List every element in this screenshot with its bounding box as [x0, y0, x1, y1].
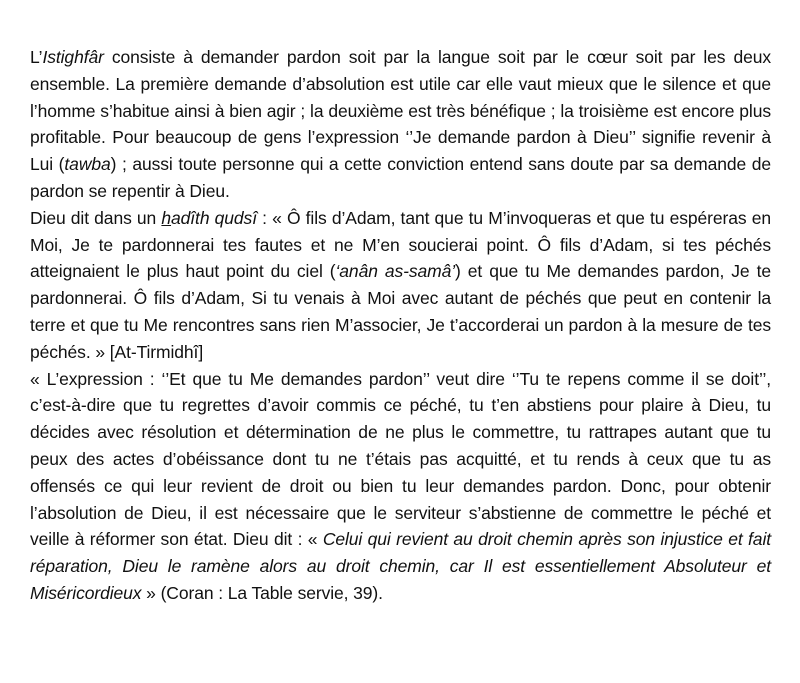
text-segment: « L’expression : ‘’Et que tu Me demandes pardon’’ veut dire ‘’Tu te repens comme il se doit’’, c’est-à-dire que tu regrettes d’avoir commis ce péché, tu t’en abstiens pour plaire à Dieu, tu décides avec résolution et détermination de ne plus le commettre, tu rattrapes autant que tu peux des actes d’obéissance dont tu ne t’étais pas acquitté, et tu rends à ceux que tu as offensés ce qui leur revient de droit ou bien tu leur demandes pardon. Donc, pour obtenir l’absolution de Dieu, il est nécessaire que le serviteur s’abstienne de commettre le péché et veille à réformer son état. Dieu dit : «	[30, 368, 771, 550]
term-tawba: tawba	[64, 154, 111, 175]
quran-quote: Celui qui revient au droit chemin après son injustice et fait réparation, Dieu le ramène alors au droit chemin, car Il est essentiellement Absoluteur et Miséricordieux	[30, 529, 771, 603]
text-segment: ) ; aussi toute personne qui a cette conviction entend sans doute par sa demande de pardon se repentir à Dieu.	[30, 154, 772, 201]
term-hadith-qudsi: adîth qudsî	[171, 207, 257, 228]
term-h-underlined: h	[161, 207, 172, 228]
paragraph-istighfar	[30, 44, 771, 205]
text-segment: » (Coran : La Table servie, 39).	[141, 582, 383, 603]
paragraph-hadith-qudsi	[30, 205, 771, 366]
paragraph-explanation	[30, 366, 771, 607]
text-segment: consiste à demander pardon soit par la langue soit par le cœur soit par les deux ensemble. La première demande d’absolution est utile car elle vaut mieux que le silence et que l’homme s’habitue ainsi à bien agir ; la deuxième est très bénéfique ; la troisième est encore plus profitable. Pour beaucoup de gens l’expression ‘’Je demande pardon à Dieu’’ signifie revenir à Lui (	[30, 47, 771, 175]
text-segment: L’	[30, 47, 43, 67]
text-segment: Dieu dit dans un	[30, 207, 162, 228]
term-istighfar: Istighfâr	[42, 47, 104, 67]
text-segment: : « Ô fils d’Adam, tant que tu M’invoqueras et que tu espéreras en Moi, Je te pardonnerai tes fautes et ne M’en soucierai point. Ô fils d’Adam, si tes péchés atteignaient le plus haut point du ciel (	[30, 207, 771, 282]
document-body	[30, 44, 771, 607]
text-segment: ) et que tu Me demandes pardon, Je te pardonnerai. Ô fils d’Adam, Si tu venais à Moi avec autant de péchés que peut en contenir la terre et que tu Me rencontres sans rien M’associer, Je t’accorderai un pardon à la mesure de tes péchés. » [At-Tirmidhî]	[30, 261, 771, 362]
term-anan-as-sama: ‘anân as-samâ’	[335, 261, 456, 282]
